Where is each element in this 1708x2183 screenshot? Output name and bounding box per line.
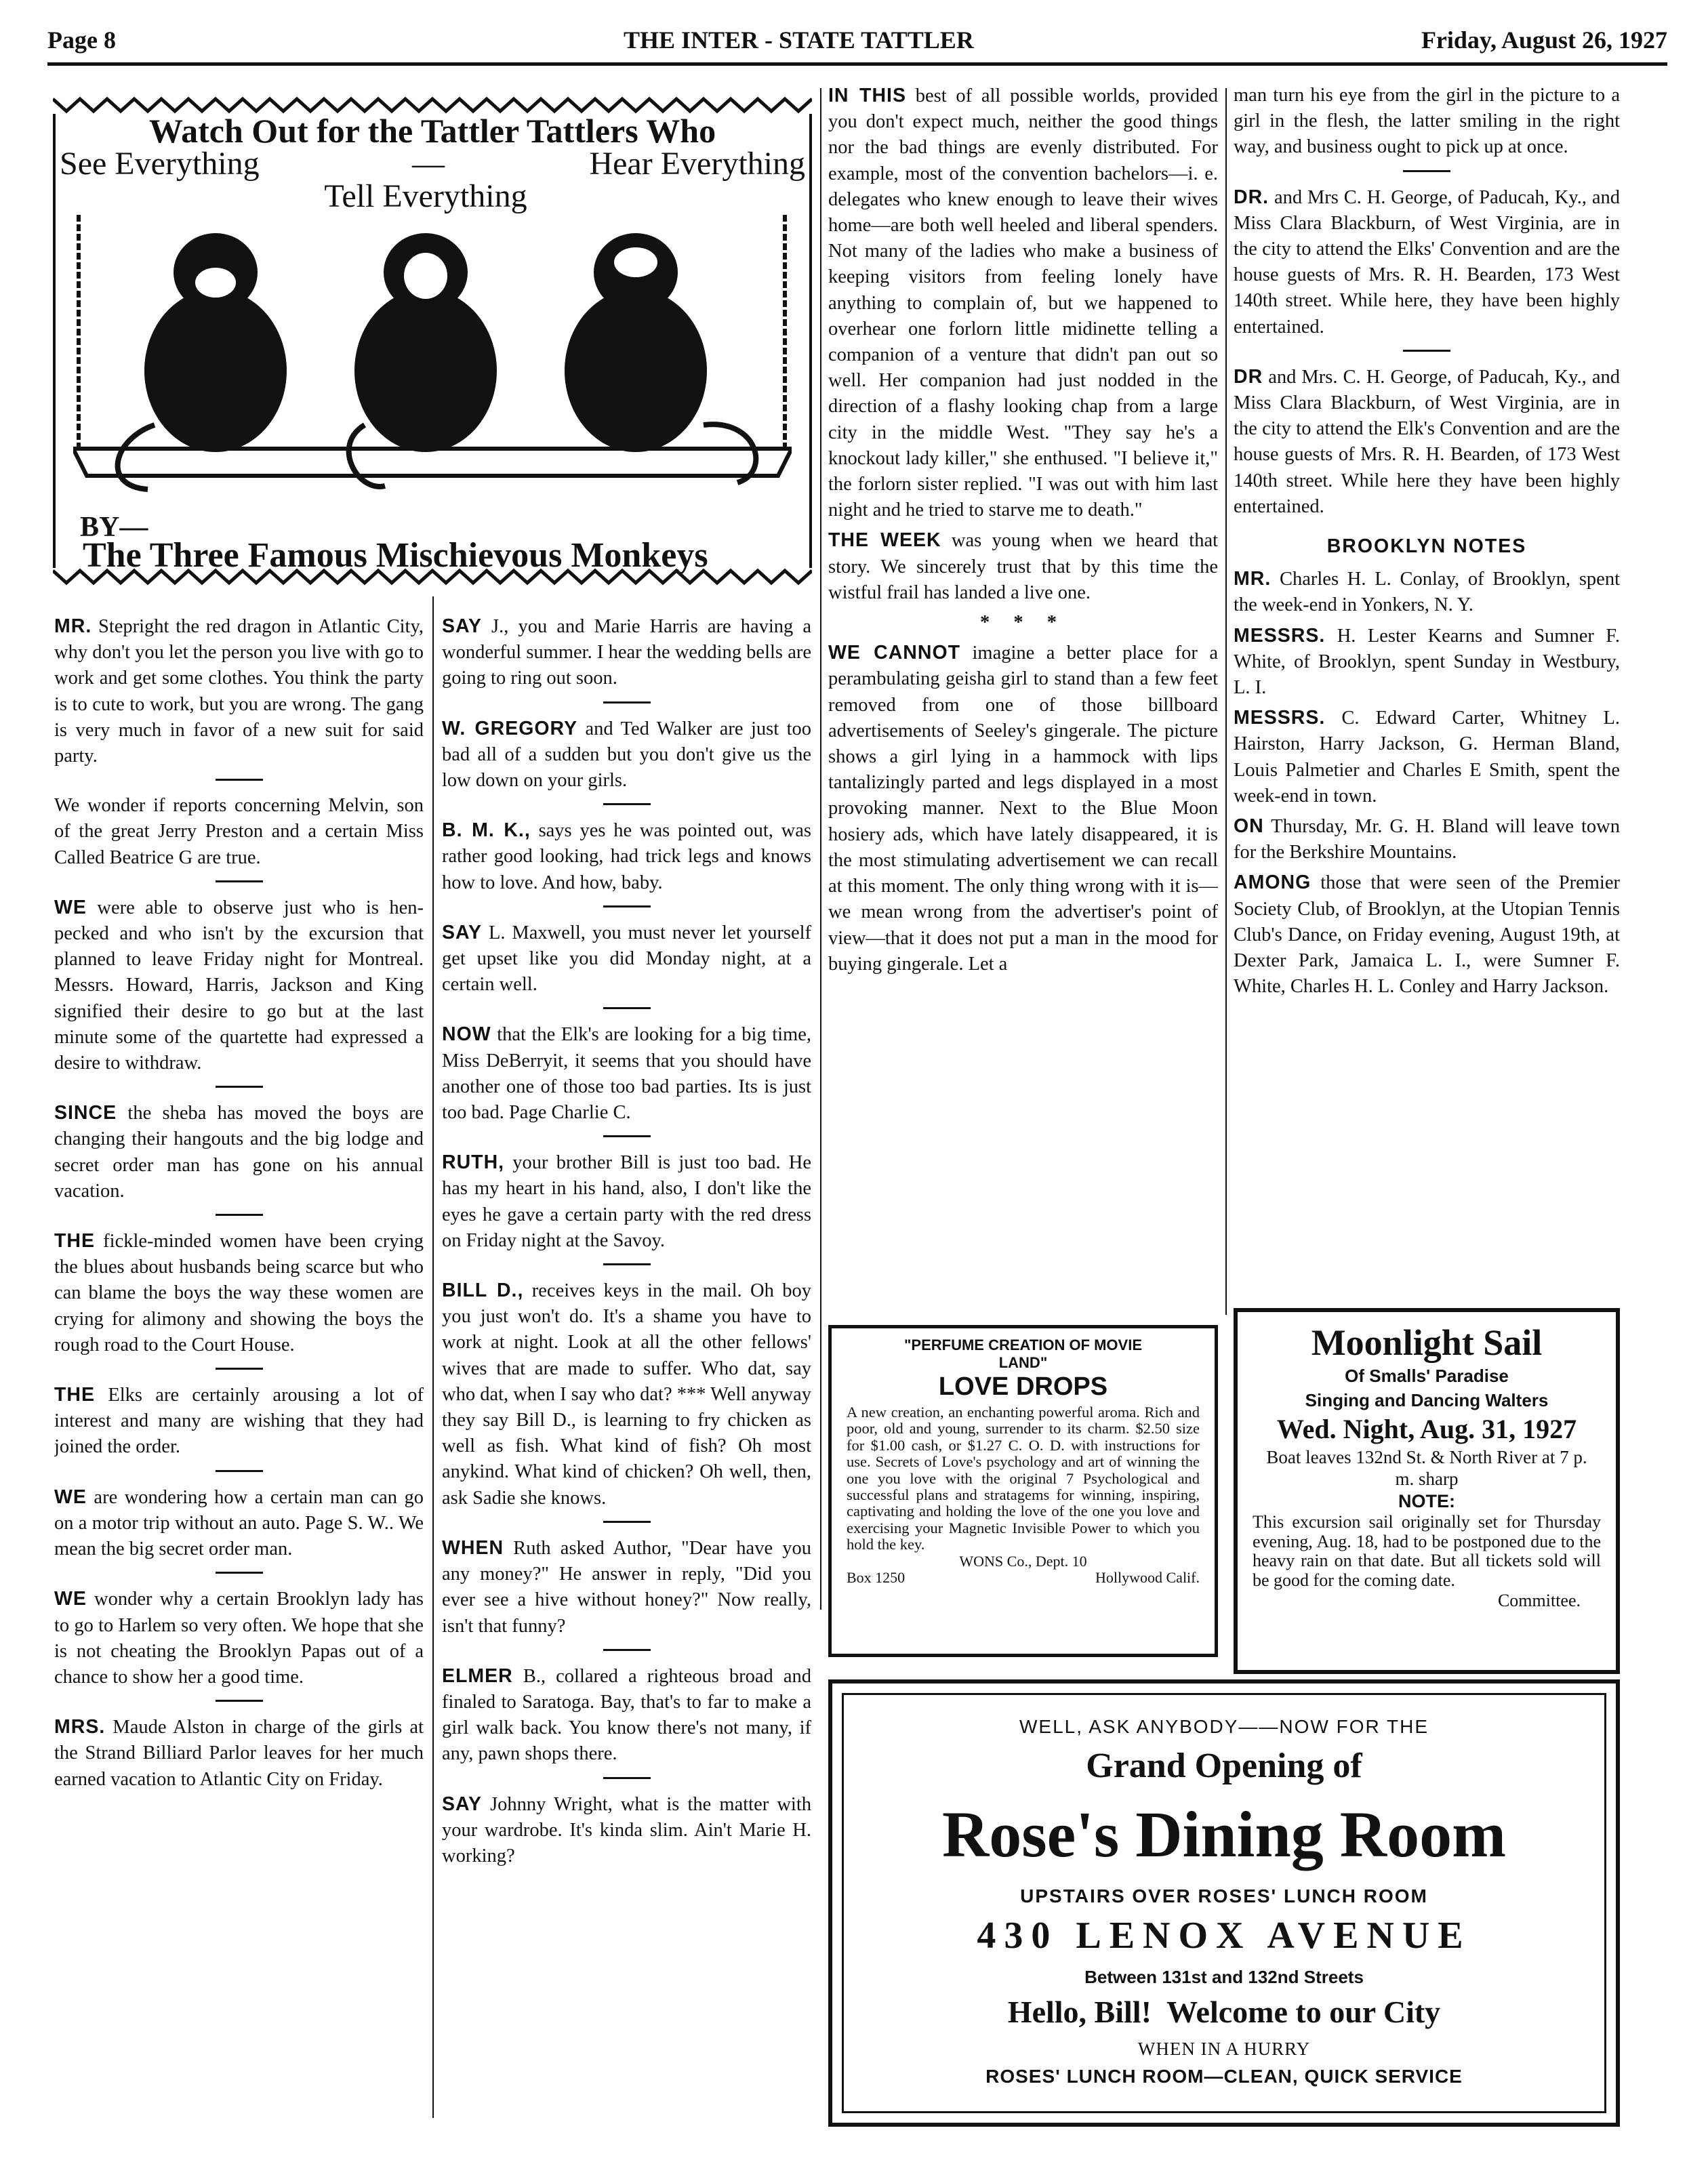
news-item [442, 817, 811, 896]
ad-sail-body: This excursion sail originally set for Thursday evening, Aug. 18, had to be postponed due to the heavy rain on that date. But all tickets sold will be good for the coming date. [1253, 1512, 1601, 1590]
banner-hear: Hear Everything [589, 146, 805, 182]
page-header [47, 26, 1667, 66]
item-lead: DR. [1234, 186, 1269, 208]
news-item [442, 1021, 811, 1126]
item-lead: MESSRS. [1234, 707, 1326, 729]
column-rule-2 [820, 88, 821, 1610]
item-lead: SAY [442, 921, 482, 943]
ad-rose-hello: Hello, Bill! Welcome to our City [1007, 1995, 1441, 2029]
news-item [828, 527, 1218, 606]
brooklyn-heading: BROOKLYN NOTES [1326, 535, 1527, 558]
item-separator [216, 779, 263, 781]
item-text: are wondering how a certain man can go on a motor trip without an auto. Page S. W.. We mean the big secret order man. [54, 1486, 424, 1560]
item-separator [603, 1649, 651, 1651]
ad-sail-sign: Committee. [1497, 1591, 1581, 1610]
item-text: says yes he was pointed out, was rather good looking, had trick legs and knows how to love. And how, baby. [442, 820, 811, 893]
item-lead: B. M. K., [442, 819, 531, 842]
item-text: those that were seen of the Premier Society Club, of Brooklyn, at the Utopian Tennis Club's Dance, on Friday evening, August 19th, at Dexter Park, Jamaica L. I., were Sumner F. White, Charles H. L. Conley and Harry Jackson. [1234, 872, 1620, 998]
item-text: fickle-minded women have been crying the blues about husbands being scarce but who can blame the boys the way these women are crying for alimony and showing the boys the rough road to the Court House. [54, 1231, 424, 1355]
ad-sail-sub2: Singing and Dancing Walters [1305, 1390, 1549, 1410]
news-item [442, 716, 811, 794]
item-lead: WE [54, 1486, 87, 1508]
item-lead: AMONG [1234, 872, 1312, 894]
item-text: and Mrs. C. H. George, of Paducah, Ky., and Miss Clara Blackburn, of West Virginia, are in the city to attend the Elk's Convention and are the house guests of Mrs. R. H. Bearden, of 173 West 140th street. While here they have been highly entertained. [1234, 366, 1620, 517]
item-text: Maude Alston in charge of the girls at the Strand Billiard Parlor leaves for her much earned vacation to Atlantic City on Friday. [54, 1717, 424, 1790]
item-separator [216, 1470, 263, 1472]
item-lead: W. GREGORY [442, 717, 578, 739]
news-item [1234, 623, 1620, 701]
item-separator [1403, 170, 1450, 172]
ad-rose-hurry: WHEN IN A HURRY [1137, 2039, 1311, 2059]
monkey-speak-no-evil-icon [565, 233, 756, 483]
item-lead: ELMER [442, 1665, 513, 1687]
news-item [54, 613, 424, 769]
masthead: THE INTER - STATE TATTLER [624, 26, 974, 54]
item-lead: SINCE [54, 1102, 117, 1124]
news-item [1234, 705, 1620, 809]
item-lead: BILL D., [442, 1280, 524, 1302]
news-item [442, 1535, 811, 1639]
ad-moonlight-sail [1234, 1308, 1620, 1674]
column-rule-3 [1225, 88, 1227, 1315]
ad-sail-title: Moonlight Sail [1311, 1322, 1543, 1363]
item-lead: WE [54, 1588, 87, 1610]
column-4 [1234, 83, 1620, 1323]
item-text: H. Lester Kearns and Sumner F. White, of Brooklyn, spent Sunday in Westbury, L. I. [1234, 625, 1620, 699]
ad-rose-footer: ROSES' LUNCH ROOM—CLEAN, QUICK SERVICE [985, 2066, 1463, 2087]
item-text: imagine a better place for a perambulating geisha girl to stand than a few feet removed from one of those billboard advertisements of Seeley's gingerale. The picture shows a girl lying in a hammock with lips tantalizingly parted and legs displayed in a most provoking manner. Next to the Blue Moon hosiery ads, which have lately disappeared, it is the most stimulating advertisement we can recall at this moment. The only thing wrong with it is—we mean wrong from the advertiser's point of view—that it does not put a man in the mood for buying gingerale. Let a [828, 642, 1218, 975]
news-item [442, 1663, 811, 1768]
item-lead: NOW [442, 1023, 491, 1046]
item-separator [216, 1700, 263, 1702]
item-text: We wonder if reports concerning Melvin, son of the great Jerry Preston and a certain Miss Called Beatrice G are true. [54, 795, 424, 868]
item-text: was young when we heard that story. We sincerely trust that by this time the wistful frail has landed a live one. [828, 530, 1218, 603]
item-text: Charles H. L. Conlay, of Brooklyn, spent the week-end in Yonkers, N. Y. [1234, 569, 1620, 616]
item-text: Stepright the red dragon in Atlantic City, why don't you let the person you live with go to work and get some clothes. You think the party is to cute to work, but you are wrong. The gang is very much in favor of a new suit for said party. [54, 616, 424, 767]
ad-sail-boat: Boat leaves 132nd St. & North River at 7 p. m. sharp [1266, 1447, 1587, 1489]
news-item [1234, 83, 1620, 161]
item-lead: MESSRS. [1234, 624, 1326, 647]
item-text: Elks are certainly arousing a lot of interest and many are wishing that they had joined the order. [54, 1385, 424, 1458]
item-separator [603, 1007, 651, 1009]
item-text: and Ted Walker are just too bad all of a sudden but you don't give us the low down on your girls. [442, 718, 811, 792]
news-item [54, 1484, 424, 1563]
news-item [54, 1100, 424, 1204]
item-separator [216, 1214, 263, 1216]
ad-sail-date: Wed. Night, Aug. 31, 1927 [1276, 1414, 1577, 1444]
item-text: Johnny Wright, what is the matter with your wardrobe. It's kinda slim. Ain't Marie H. working? [442, 1793, 811, 1866]
news-item [54, 1228, 424, 1358]
news-item [1234, 566, 1620, 618]
news-item [1234, 184, 1620, 340]
ad-love-body: A new creation, an enchanting powerful aroma. Rich and poor, old and young, surrender to its charm. $2.50 size for $1.00 cash, or $1.27 C. O. D. with instructions for use. Secrets of Love's psychology and art of winning the one you love with the original 7 Psychological and successful plans and stratagems for winning, inspiring, captivating and holding the love of the one you love and exercising your Magnetic Invisible Power to which you hold the key. [847, 1404, 1200, 1553]
item-text: receives keys in the mail. Oh boy you just won't do. It's a shame you have to work at night. Look at all the other fellows' wives that are made to suffer. Who dat, say who dat, when I say who dat? *** Well anyway they say Bill D., is learning to fry chicken as well as fish. What kind of fish? Oh most anykind. What kind of chicken? Oh well, then, ask Sadie she knows. [442, 1280, 811, 1509]
ad-rose-title: Rose's Dining Room [941, 1798, 1507, 1871]
column-3 [828, 83, 1218, 1323]
item-separator [603, 1777, 651, 1779]
banner-line1: Watch Out for the Tattler Tattlers Who [148, 112, 716, 150]
item-text: and Mrs C. H. George, of Paducah, Ky., and Miss Clara Blackburn, of West Virginia, are in the city to attend the Elks' Convention and are the house guests of Mrs. R. H. Bearden, 173 West 140th street. While here, they have been highly entertained. [1234, 186, 1620, 338]
ad-rose-line1: WELL, ASK ANYBODY——NOW FOR THE [1019, 1716, 1429, 1737]
item-text: man turn his eye from the girl in the picture to a girl in the flesh, the latter smiling in the right way, and business ought to pick up at once. [1234, 85, 1620, 158]
item-lead: MRS. [54, 1716, 106, 1738]
news-item [1234, 364, 1620, 520]
item-separator [603, 1135, 651, 1137]
item-separator [1403, 350, 1450, 352]
news-item [1234, 813, 1620, 865]
item-text: Ruth asked Author, "Dear have you any money?" He answer in reply, "Did you ever see a hive without honey?" Now really, isn't that funny? [442, 1537, 811, 1637]
item-text: were able to observe just who is hen-pecked and who isn't by the excursion that planned to leave Friday night for Montreal. Messrs. Howard, Harris, Jackson and King signified their desire to go but at the last minute some of the quartette had expressed a desire to withdraw. [54, 897, 424, 1074]
banner-line3: Tell Everything [324, 178, 527, 214]
news-item [54, 1586, 424, 1690]
issue-date: Friday, August 26, 1927 [1421, 26, 1667, 54]
item-separator [216, 880, 263, 882]
ad-rose-line3: UPSTAIRS OVER ROSES' LUNCH ROOM [1020, 1885, 1428, 1906]
item-lead: ON [1234, 815, 1264, 838]
news-item [442, 1278, 811, 1511]
ad-love-title: LOVE DROPS [938, 1372, 1108, 1401]
item-lead: SAY [442, 615, 482, 637]
item-separator [603, 803, 651, 805]
news-item [1234, 870, 1620, 1000]
news-item [54, 1714, 424, 1793]
item-text: C. Edward Carter, Whitney L. Hairston, Harry Jackson, G. Herman Bland, Louis Palmetier and Charles E Smith, spent the week-end in town. [1234, 708, 1620, 807]
page-number: Page 8 [47, 26, 116, 54]
ad-sail-note: NOTE: [1398, 1491, 1455, 1511]
ad-love-kicker: "PERFUME CREATION OF MOVIE LAND" [903, 1337, 1143, 1371]
item-separator [603, 1263, 651, 1265]
ad-love-company: WONS Co., Dept. 10 [959, 1552, 1087, 1570]
item-lead: WE [54, 896, 87, 918]
item-lead: RUTH, [442, 1151, 505, 1174]
column-2 [442, 613, 811, 2131]
ad-love-box: Box 1250 [847, 1568, 906, 1586]
item-text: the sheba has moved the boys are changing their hangouts and the big lodge and secret order man has gone on his annual vacation. [54, 1103, 424, 1202]
news-item [828, 83, 1218, 523]
column-rule-1 [432, 596, 434, 2118]
ad-rose-between: Between 131st and 132nd Streets [1084, 1967, 1364, 1987]
item-text: best of all possible worlds, provided you don't expect much, neither the good things nor the bad things are evenly distributed. For example, most of the convention bachelors—i. e. delegates who knew enough to leave their wives home—are both well heeled and liberal spenders. Not many of the ladies who make a business of keeping visitors from feeling lonely have anything to complain of, but we happened to overhear one forlorn little midinette telling a companion of a venture that didn't pan out so well. Her companion had just nodded in the direction of a flashy looking chap from a large city in the middle West. "They say he's a knockout lady killer," she enthused. "I believe it," the forlorn sister replied. "I was out with him last night and he tried to starve me to death." [828, 85, 1218, 521]
item-text: your brother Bill is just too bad. He has my heart in his hand, also, I don't like the eyes he gave a certain party with the red dress on Friday night at the Savoy. [442, 1152, 811, 1251]
ad-roses-dining-room [828, 1679, 1620, 2127]
item-separator [603, 905, 651, 907]
column-1 [54, 613, 424, 2131]
news-item [54, 793, 424, 871]
item-lead: MR. [54, 615, 92, 637]
item-text: wonder why a certain Brooklyn lady has to go to Harlem so very often. We hope that she is not cheating the Brooklyn Papas out of a chance to show her a good time. [54, 1589, 424, 1688]
item-separator [603, 1521, 651, 1523]
item-lead: MR. [1234, 568, 1272, 590]
item-separator [216, 1572, 263, 1574]
news-item [54, 895, 424, 1076]
news-item [54, 1382, 424, 1461]
item-lead: THE [54, 1384, 95, 1406]
item-separator [216, 1368, 263, 1370]
news-item [442, 920, 811, 998]
three-monkeys-illustration [73, 215, 792, 499]
banner-dash: — [412, 146, 445, 182]
banner-box [53, 96, 812, 586]
item-lead: IN THIS [828, 85, 906, 106]
banner-byline: The Three Famous Mischievous Monkeys [83, 536, 708, 575]
item-lead: DR [1234, 365, 1263, 388]
item-lead: SAY [442, 1793, 482, 1815]
ad-rose-line2: Grand Opening of [1086, 1747, 1362, 1785]
ad-rose-address: 430 LENOX AVENUE [977, 1915, 1471, 1957]
ad-love-drops [828, 1325, 1218, 1657]
news-item [828, 640, 1218, 977]
header-rule [47, 62, 1667, 66]
item-lead: WHEN [442, 1536, 504, 1559]
banner-see: See Everything [60, 146, 260, 182]
item-text: Thursday, Mr. G. H. Bland will leave town for the Berkshire Mountains. [1234, 816, 1620, 863]
item-lead: THE [54, 1230, 95, 1252]
item-text: that the Elk's are looking for a big time, Miss DeBerryit, it seems that you should have another one of those too bad parties. Its is just too bad. Page Charlie C. [442, 1024, 811, 1124]
item-lead: WE CANNOT [828, 642, 961, 664]
item-separator [603, 701, 651, 703]
news-item [442, 613, 811, 692]
ad-love-city: Hollywood Calif. [1095, 1568, 1200, 1586]
item-text: J., you and Marie Harris are having a wonderful summer. I hear the wedding bells are going to ring out soon. [442, 616, 811, 689]
item-separator [216, 1086, 263, 1088]
news-item [442, 1791, 811, 1870]
item-lead: THE WEEK [828, 529, 941, 552]
banner-by: BY— [80, 512, 148, 543]
ad-sail-sub1: Of Smalls' Paradise [1345, 1366, 1509, 1386]
section-stars: * * * [980, 612, 1066, 634]
item-text: B., collared a righteous broad and finaled to Saratoga. Bay, that's to far to make a girl walk back. You know there's not many, if any, pawn shops there. [442, 1665, 811, 1765]
news-item [442, 1149, 811, 1254]
item-text: L. Maxwell, you must never let yourself get upset like you did Monday night, at a certain well. [442, 922, 811, 996]
